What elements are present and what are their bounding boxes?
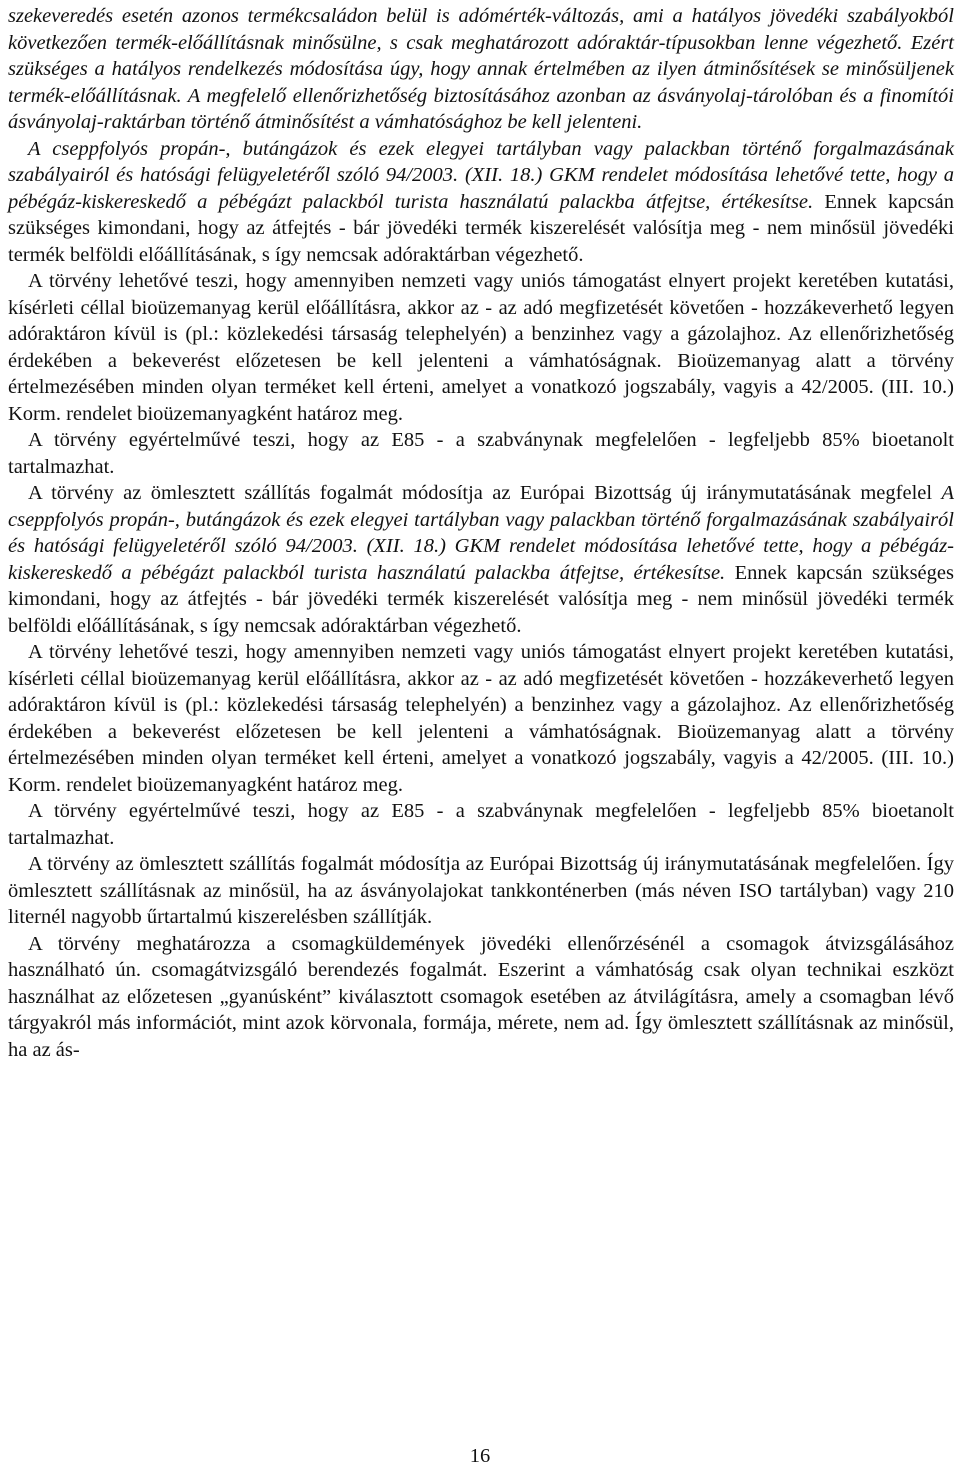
text-run: A törvény egyértelművé teszi, hogy az E85 - a szabványnak megfelelően - legfeljebb 85% bioetanolt tartalmazhat. [8, 429, 954, 478]
text-run: Ennek kapcsán szükséges kimondani, hogy az átfejtés - bár jövedéki termék kiszerelését valósítja meg - nem minősül jövedéki termék belföldi előállításának, s így nemcsak adóraktárban végezhető. [8, 190, 954, 266]
paragraph [8, 931, 954, 1064]
italic-text-run: szekeveredés esetén azonos termékcsaládon belül is adómérték-változás, ami a hatályos jövedéki szabályokból következően termék-előállításnak minősülne, s csak meghatározott adóraktár-típusokban lenne végezhető. Ezért szükséges a hatályos rendelkezés módosítása úgy, hogy annak értelmében az ilyen átminősítések se minősüljenek termék-előállításnak. A megfelelő ellenőrizhetőség biztosításához azonban az ásványolaj-tárolóban és a finomítói ásványolaj-raktárban történő átminősítést a vámhatósághoz be kell jelenteni. [8, 5, 954, 133]
text-run: A törvény egyértelművé teszi, hogy az E85 - a szabványnak megfelelően - legfeljebb 85% bioetanolt tartalmazhat. [8, 800, 954, 849]
paragraph [8, 639, 954, 798]
paragraph [8, 136, 954, 269]
paragraph [8, 427, 954, 480]
paragraph [8, 851, 954, 931]
document-body [8, 3, 954, 1063]
text-run: A törvény az ömlesztett szállítás fogalmát módosítja az Európai Bizottság új iránymutatásának megfelel [28, 482, 942, 504]
page-number: 16 [469, 1445, 491, 1467]
paragraph [8, 268, 954, 427]
text-run: Ennek kapcsán szükséges kimondani, hogy az átfejtés - bár jövedéki termék kiszerelését valósítja meg - nem minősül jövedéki termék belföldi előállításának, s így nemcsak adóraktárban végezhető. [8, 561, 954, 637]
paragraph [8, 3, 954, 136]
text-run: A törvény az ömlesztett szállítás fogalmát módosítja az Európai Bizottság új iránymutatásának megfelelően. Így ömlesztett szállításnak az minősül, ha az ásványolajokat tankkonténerben (más néven ISO tartályban) vagy 210 liternél nagyobb űrtartalmú kiszerelésben szállítják. [8, 853, 954, 928]
text-run: A törvény meghatározza a csomagküldemények jövedéki ellenőrzésénél a csomagok átvizsgálásához használható ún. csomagátvizsgáló berendezés fogalmát. Eszerint a vámhatóság csak olyan technikai eszközt használhat az előzetesen „gyanúsként” kiválasztott csomagok esetében az átvilágításra, amely a csomagban lévő tárgyakról más információt, mint azok körvonala, formája, mérete, nem ad. Így ömlesztett szállításnak az minősül, ha az ás- [8, 932, 954, 1061]
text-run: A törvény lehetővé teszi, hogy amennyiben nemzeti vagy uniós támogatást elnyert projekt keretében kutatási, kísérleti céllal bioüzemanyag kerül előállításra, akkor az - az adó megfizetését követően - hozzákeverhető legyen adóraktáron kívül is (pl.: közlekedési társaság telephelyén) a benzinhez vagy a gázolajhoz. Az ellenőrizhetőség érdekében a bekeverést előzetesen be kell jelenteni a vámhatóságnak. Bioüzemanyag alatt a törvény értelmezésében minden olyan terméket kell érteni, amelyet a vonatkozó jogszabály, vagyis a 42/2005. (III. 10.) Korm. rendelet bioüzemanyagként határoz meg. [8, 270, 954, 425]
italic-text-run: A cseppfolyós propán-, butángázok és ezek elegyei tartályban vagy palackban történő forgalmazásának szabályairól és hatósági felügyeletéről szóló 94/2003. (XII. 18.) GKM rendelet módosítása lehetővé tette, hogy a pébégáz-kiskereskedő a pébégázt palackból turista használatú palackba átfejtse, értékesítse. [8, 137, 954, 213]
paragraph [8, 480, 954, 639]
italic-text-run: A cseppfolyós propán-, butángázok és ezek elegyei tartályban vagy palackban történő forgalmazásának szabályairól és hatósági felügyeletéről szóló 94/2003. (XII. 18.) GKM rendelet módosítása lehetővé tette, hogy a pébégáz-kiskereskedő a pébégázt palackból turista használatú palackba átfejtse, értékesítse. [8, 482, 954, 584]
paragraph [8, 798, 954, 851]
text-run: A törvény lehetővé teszi, hogy amennyiben nemzeti vagy uniós támogatást elnyert projekt keretében kutatási, kísérleti céllal bioüzemanyag kerül előállításra, akkor az - az adó megfizetését követően - hozzákeverhető legyen adóraktáron kívül is (pl.: közlekedési társaság telephelyén) a benzinhez vagy a gázolajhoz. Az ellenőrizhetőség érdekében a bekeverést előzetesen be kell jelenteni a vámhatóságnak. Bioüzemanyag alatt a törvény értelmezésében minden olyan terméket kell érteni, amelyet a vonatkozó jogszabály, vagyis a 42/2005. (III. 10.) Korm. rendelet bioüzemanyagként határoz meg. [8, 641, 954, 796]
